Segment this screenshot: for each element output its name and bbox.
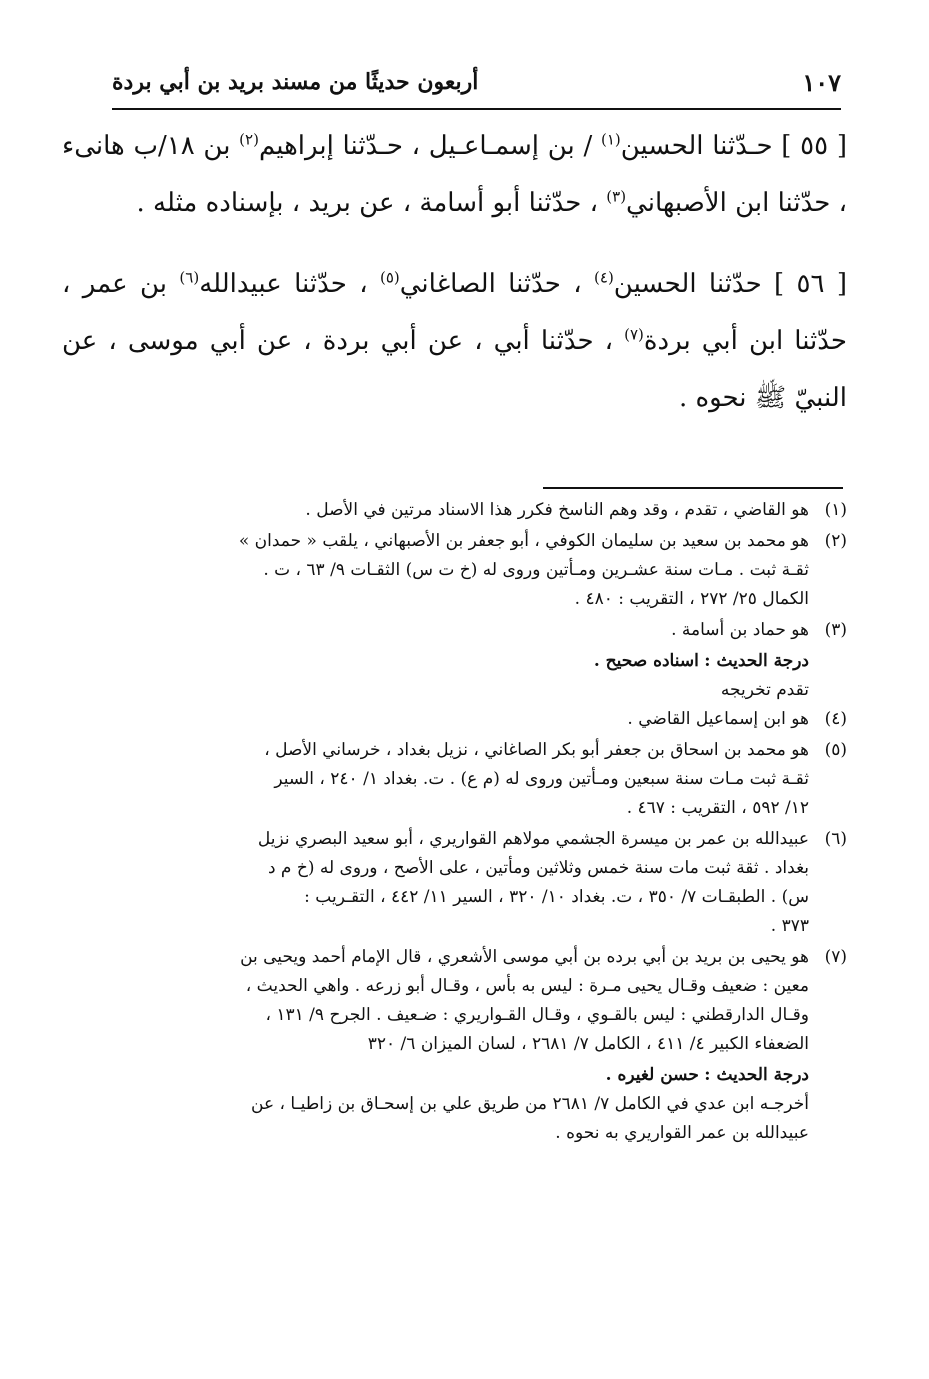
footnote-marker: (٣): [606, 187, 627, 206]
footnote-line: ثقـة ثبت مـات سنة سبعين ومـأتين وروى له (م ع) . ت. بغداد ١/ ٢٤٠ ، السير: [274, 769, 809, 789]
takhrij-line: أخرجـه ابن عدي في الكامل ٧/ ٢٦٨١ من طريق علي بن إسحـاق بن زاطيـا ، عن: [251, 1094, 809, 1114]
running-title: أربعون حديثًا من مسند بريد بن أبي بردة: [112, 69, 479, 95]
footnote-line: هو يحيى بن بريد بن أبي برده بن أبي موسى الأشعري ، قال الإمام أحمد ويحيى بن: [240, 947, 809, 967]
page-number: ١٠٧: [802, 67, 841, 97]
footnote-line: س) . الطبقـات ٧/ ٣٥٠ ، ت. بغداد ١٠/ ٣٢٠ ، السير ١١/ ٤٤٢ ، التقـريب :: [304, 887, 809, 907]
footnote-number: (٧): [824, 947, 847, 967]
footnote-marker: (٤): [594, 268, 614, 287]
grade-value: اسناده صحيح .: [593, 651, 699, 671]
footnote: [108, 705, 847, 734]
takhrij-line: تقدم تخريجه: [720, 680, 809, 700]
hadith-text: ، حدّثنا أبو أسامة ، عن بريد ، بإسناده مثله .: [136, 188, 607, 218]
footnote-line: بغداد . ثقة ثبت مات سنة خمس وثلاثين ومأتين ، على الأصح ، وروى له (خ م د: [267, 858, 809, 878]
running-header: [112, 56, 841, 110]
hadith-text: ، حدّثنا الصاغاني: [399, 269, 595, 299]
footnote: [108, 496, 847, 525]
footnote-number: (٤): [824, 709, 847, 729]
footnote-line: وقـال الدارقطني : ليس بالقـوي ، وقـال القـواريري : ضـعيف . الجرح ٩/ ١٣١ ،: [265, 1005, 809, 1025]
footnote-number: (٥): [824, 740, 847, 760]
footnote-line: ١٢/ ٥٩٢ ، التقريب : ٤٦٧ .: [626, 798, 809, 818]
hadith-grade: [108, 647, 847, 705]
hadith-56: [62, 256, 847, 427]
hadith-text: بن ١٨/ب هانىء ، حدّثنا ابن الأصبهاني: [62, 131, 847, 218]
footnote-marker: (٥): [379, 268, 400, 287]
footnote-line: الضعفاء الكبير ٤/ ٤١١ ، الكامل ٧/ ٢٦٨١ ، لسان الميزان ٦/ ٣٢٠: [367, 1034, 809, 1054]
footnote-number: (٣): [824, 620, 847, 640]
footnote-line: هو محمد بن اسحاق بن جعفر أبو بكر الصاغاني ، نزيل بغداد ، خرساني الأصل ،: [264, 740, 809, 760]
footnote-separator: [543, 487, 843, 489]
takhrij-line: عبيدالله بن عمر القواريري به نحوه .: [555, 1123, 809, 1143]
hadith-text: / بن إسمـاعـيل ، حـدّثنا إبراهيم: [258, 131, 601, 161]
footnote-line: هو ابن إسماعيل القاضي .: [627, 709, 809, 729]
grade-value: حسن لغيره .: [605, 1065, 699, 1085]
grade-label: درجة الحديث :: [704, 651, 809, 671]
footnote: [108, 943, 847, 1059]
footnote-line: ٣٧٣ .: [770, 916, 809, 936]
footnote: [108, 825, 847, 941]
footnote-line: معين : ضعيف وقـال يحيى مـرة : ليس به بأس ، وقـال أبو زرعه . واهي الحديث ،: [245, 976, 809, 996]
grade-label: درجة الحديث :: [704, 1065, 809, 1085]
hadith-text: [ ٥٦ ] حدّثنا الحسين: [613, 269, 847, 299]
footnote-number: (٢): [824, 531, 847, 551]
footnote-line: الكمال ٢٥/ ٢٧٢ ، التقريب : ٤٨٠ .: [574, 589, 809, 609]
footnote-marker: (٦): [179, 268, 200, 287]
footnote-line: هو حماد بن أسامة .: [671, 620, 809, 640]
footnote-marker: (١): [600, 130, 621, 149]
footnotes: [108, 496, 847, 1148]
hadith-55: [62, 118, 847, 232]
hadith-text: ، حدّثنا عبيدالله: [199, 269, 380, 299]
hadith-text: ، حدّثنا أبي ، عن أبي بردة ، عن أبي موسى ، عن النبيّ ﷺ نحوه .: [62, 326, 847, 413]
footnote-number: (١): [824, 500, 847, 520]
footnote: [108, 736, 847, 823]
footnote-number: (٦): [824, 829, 847, 849]
hadith-text: [ ٥٥ ] حـدّثنا الحسين: [620, 131, 847, 161]
footnote-marker: (٧): [624, 325, 644, 344]
hadith-grade: [108, 1061, 847, 1148]
footnote-line: هو القاضي ، تقدم ، وقد وهم الناسخ فكرر هذا الاسناد مرتين في الأصل .: [305, 500, 809, 520]
main-text: [62, 118, 847, 451]
footnote-line: ثقـة ثبت . مـات سنة عشـرين ومـأتين وروى له (خ ت س) الثقـات ٩/ ٦٣ ، ت .: [263, 560, 809, 580]
footnote: [108, 616, 847, 645]
footnote-marker: (٢): [239, 130, 259, 149]
hadith-text: بن عمر ، حدّثنا ابن أبي بردة: [62, 269, 848, 356]
footnote-line: هو محمد بن سعيد بن سليمان الكوفي ، أبو جعفر بن الأصبهاني ، يلقب « حمدان »: [238, 531, 809, 551]
footnote-line: عبيدالله بن عمر بن ميسرة الجشمي مولاهم القواريري ، أبو سعيد البصري نزيل: [257, 829, 809, 849]
footnote: [108, 527, 847, 614]
